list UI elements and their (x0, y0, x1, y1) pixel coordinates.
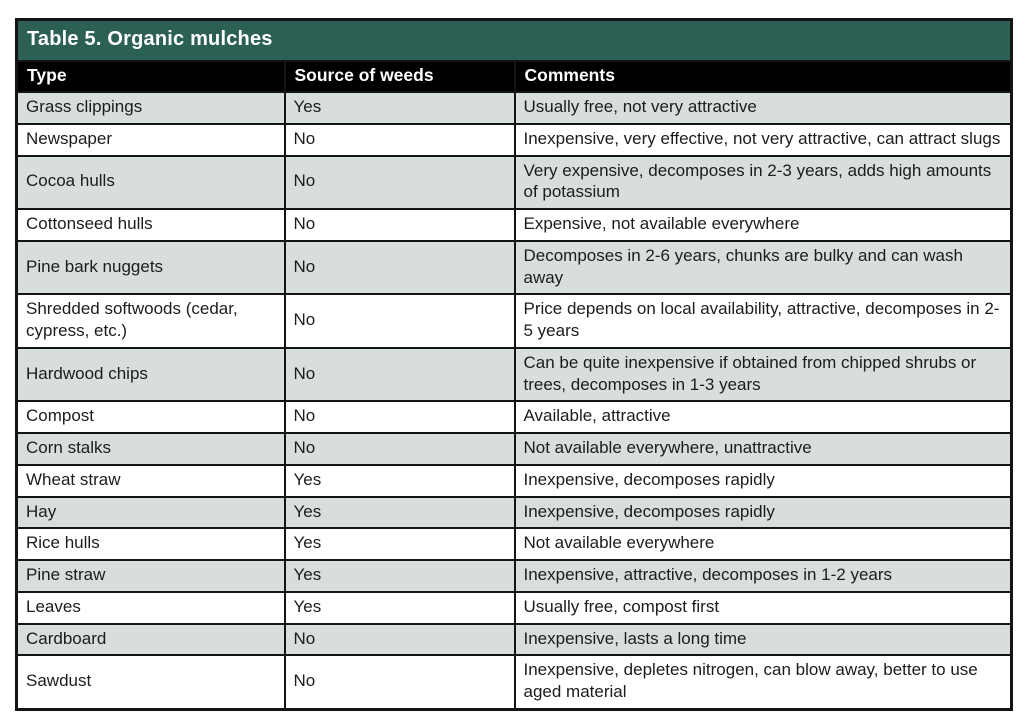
cell-source-of-weeds: Yes (285, 92, 515, 124)
organic-mulches-table (15, 18, 1013, 711)
cell-comments: Available, attractive (515, 401, 1012, 433)
cell-comments: Not available everywhere, unattractive (515, 433, 1012, 465)
cell-type: Sawdust (17, 655, 285, 709)
cell-comments: Price depends on local availability, attractive, decomposes in 2-5 years (515, 294, 1012, 348)
cell-comments: Inexpensive, very effective, not very attractive, can attract slugs (515, 124, 1012, 156)
table-row-cocoa-hulls (17, 156, 1012, 210)
cell-source-of-weeds: No (285, 624, 515, 656)
cell-type: Pine bark nuggets (17, 241, 285, 295)
cell-type: Cocoa hulls (17, 156, 285, 210)
cell-source-of-weeds: Yes (285, 592, 515, 624)
table-row-compost (17, 401, 1012, 433)
cell-source-of-weeds: No (285, 156, 515, 210)
cell-type: Hay (17, 497, 285, 529)
cell-type: Hardwood chips (17, 348, 285, 402)
cell-type: Leaves (17, 592, 285, 624)
cell-type: Newspaper (17, 124, 285, 156)
cell-comments: Inexpensive, decomposes rapidly (515, 497, 1012, 529)
cell-comments: Can be quite inexpensive if obtained from chipped shrubs or trees, decomposes in 1-3 years (515, 348, 1012, 402)
cell-type: Corn stalks (17, 433, 285, 465)
table-row-leaves (17, 592, 1012, 624)
cell-source-of-weeds: Yes (285, 497, 515, 529)
table-row-hardwood-chips (17, 348, 1012, 402)
cell-comments: Very expensive, decomposes in 2-3 years, adds high amounts of potassium (515, 156, 1012, 210)
table-row-newspaper (17, 124, 1012, 156)
cell-comments: Inexpensive, depletes nitrogen, can blow away, better to use aged material (515, 655, 1012, 709)
cell-source-of-weeds: No (285, 294, 515, 348)
table-row-rice-hulls (17, 528, 1012, 560)
column-header-type: Type (17, 61, 285, 92)
cell-type: Cottonseed hulls (17, 209, 285, 241)
table-title-row (17, 20, 1012, 62)
cell-comments: Inexpensive, decomposes rapidly (515, 465, 1012, 497)
cell-source-of-weeds: No (285, 655, 515, 709)
cell-type: Grass clippings (17, 92, 285, 124)
cell-type: Pine straw (17, 560, 285, 592)
cell-source-of-weeds: No (285, 348, 515, 402)
cell-source-of-weeds: No (285, 124, 515, 156)
table-title: Table 5. Organic mulches (17, 20, 1012, 62)
cell-type: Shredded softwoods (cedar, cypress, etc.) (17, 294, 285, 348)
cell-source-of-weeds: Yes (285, 560, 515, 592)
cell-source-of-weeds: Yes (285, 528, 515, 560)
table-row-grass-clippings (17, 92, 1012, 124)
cell-comments: Inexpensive, lasts a long time (515, 624, 1012, 656)
cell-comments: Usually free, not very attractive (515, 92, 1012, 124)
cell-type: Wheat straw (17, 465, 285, 497)
table-row-shredded-softwoods (17, 294, 1012, 348)
column-header-source-of-weeds: Source of weeds (285, 61, 515, 92)
cell-comments: Expensive, not available everywhere (515, 209, 1012, 241)
table-row-pine-straw (17, 560, 1012, 592)
cell-source-of-weeds: No (285, 433, 515, 465)
cell-comments: Usually free, compost first (515, 592, 1012, 624)
column-header-comments: Comments (515, 61, 1012, 92)
cell-source-of-weeds: No (285, 209, 515, 241)
cell-type: Cardboard (17, 624, 285, 656)
cell-comments: Decomposes in 2-6 years, chunks are bulky and can wash away (515, 241, 1012, 295)
cell-source-of-weeds: Yes (285, 465, 515, 497)
table-row-cardboard (17, 624, 1012, 656)
table-row-hay (17, 497, 1012, 529)
table-row-wheat-straw (17, 465, 1012, 497)
table-row-corn-stalks (17, 433, 1012, 465)
cell-source-of-weeds: No (285, 241, 515, 295)
cell-comments: Inexpensive, attractive, decomposes in 1-2 years (515, 560, 1012, 592)
cell-type: Rice hulls (17, 528, 285, 560)
cell-source-of-weeds: No (285, 401, 515, 433)
cell-comments: Not available everywhere (515, 528, 1012, 560)
table-row-sawdust (17, 655, 1012, 709)
cell-type: Compost (17, 401, 285, 433)
table-row-pine-bark-nuggets (17, 241, 1012, 295)
table-row-cottonseed-hulls (17, 209, 1012, 241)
table-header-row (17, 61, 1012, 92)
